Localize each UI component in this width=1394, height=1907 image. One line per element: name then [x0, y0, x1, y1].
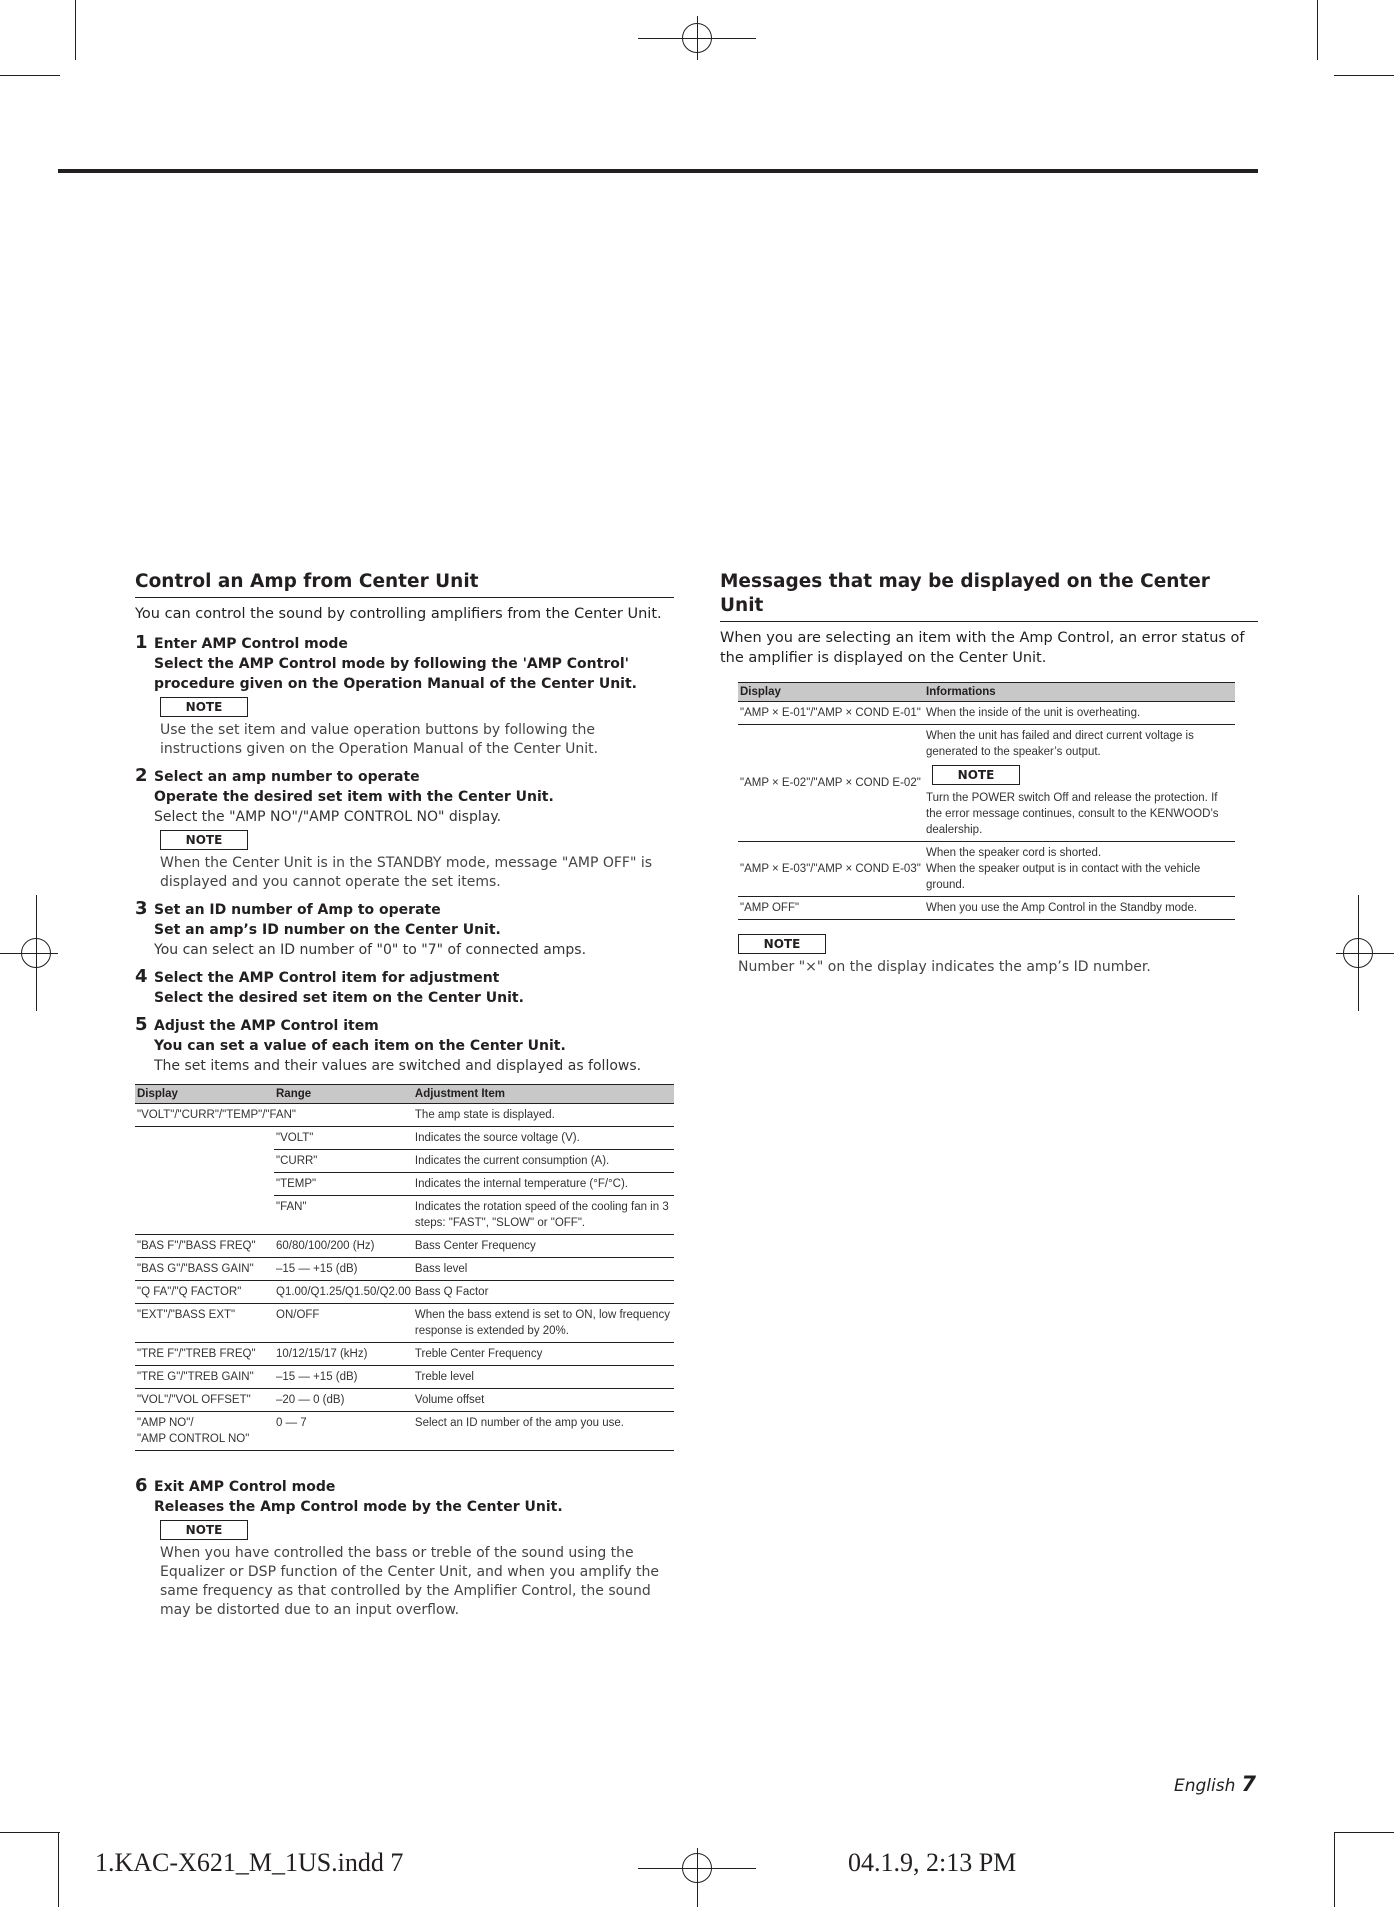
column-header: Informations	[924, 683, 1235, 702]
table-cell: The amp state is displayed.	[413, 1104, 674, 1127]
column-header: Range	[274, 1085, 413, 1104]
print-slug-file: 1.KAC-X621_M_1US.indd 7	[95, 1848, 404, 1877]
registration-circle	[1343, 938, 1373, 968]
cell-line: When the speaker output is in contact with the vehicle ground.	[926, 863, 1201, 891]
step-title: Select an amp number to operate	[154, 769, 420, 785]
step-title: Set an ID number of Amp to operate	[154, 902, 441, 918]
table-cell: Treble Center Frequency	[413, 1343, 674, 1366]
cell-line: "AMP NO"/	[137, 1417, 194, 1429]
table-cell: 60/80/100/200 (Hz)	[274, 1235, 413, 1258]
step-title: Exit AMP Control mode	[154, 1479, 336, 1495]
table-header-row	[738, 683, 1235, 702]
table-row	[135, 1127, 674, 1150]
table-cell: "VOL"/"VOL OFFSET"	[135, 1389, 274, 1412]
print-slug-timestamp: 04.1.9, 2:13 PM	[848, 1848, 1017, 1877]
registration-circle	[682, 23, 712, 53]
table-cell	[135, 1412, 274, 1451]
table-row	[135, 1389, 674, 1412]
crop-mark	[0, 75, 60, 76]
page-number-value: 7	[1241, 1772, 1256, 1796]
table-cell: "EXT"/"BASS EXT"	[135, 1304, 274, 1343]
table-cell: –20 — 0 (dB)	[274, 1389, 413, 1412]
step-1	[135, 634, 674, 759]
table-cell: Indicates the internal temperature (°F/°C).	[413, 1173, 674, 1196]
column-header: Display	[135, 1085, 274, 1104]
table-cell: Indicates the current consumption (A).	[413, 1150, 674, 1173]
table-row	[738, 702, 1235, 725]
step-instruction: Set an amp’s ID number on the Center Unit.	[154, 922, 501, 938]
table-cell: Treble level	[413, 1366, 674, 1389]
table-cell: Bass Q Factor	[413, 1281, 674, 1304]
table-row	[135, 1304, 674, 1343]
step-title: Select the AMP Control item for adjustment	[154, 970, 500, 986]
messages-table	[738, 682, 1235, 920]
step-number: 6	[135, 1475, 148, 1496]
table-cell: "Q FA"/"Q FACTOR"	[135, 1281, 274, 1304]
table-cell: Bass Center Frequency	[413, 1235, 674, 1258]
note-label: NOTE	[932, 765, 1020, 785]
header-rule	[58, 169, 1258, 173]
table-cell: "CURR"	[274, 1150, 413, 1173]
cell-note: Turn the POWER switch Off and release the protection. If the error message continues, consult to the KENWOOD’s dealership.	[926, 792, 1219, 836]
column-header: Display	[738, 683, 924, 702]
step-3	[135, 900, 674, 960]
crop-mark	[1334, 1832, 1394, 1833]
note-label: NOTE	[160, 1520, 248, 1540]
messages-note	[738, 934, 1258, 977]
table-row	[135, 1366, 674, 1389]
step-title: Enter AMP Control mode	[154, 636, 348, 652]
table-cell	[924, 842, 1235, 897]
table-row	[135, 1343, 674, 1366]
step-text: Select the "AMP NO"/"AMP CONTROL NO" display.	[154, 809, 502, 825]
table-cell: Volume offset	[413, 1389, 674, 1412]
table-cell: Q1.00/Q1.25/Q1.50/Q2.00	[274, 1281, 413, 1304]
table-cell: Indicates the rotation speed of the cooling fan in 3 steps: "FAST", "SLOW" or "OFF".	[413, 1196, 674, 1235]
step-number: 3	[135, 898, 148, 919]
table-row	[135, 1412, 674, 1451]
table-row	[135, 1104, 674, 1127]
crop-mark	[0, 1832, 60, 1833]
language-label: English	[1173, 1776, 1236, 1796]
step-number: 2	[135, 765, 148, 786]
table-cell: "TRE G"/"TREB GAIN"	[135, 1366, 274, 1389]
step-4	[135, 968, 674, 1008]
table-cell: Select an ID number of the amp you use.	[413, 1412, 674, 1451]
table-cell: "TRE F"/"TREB FREQ"	[135, 1343, 274, 1366]
right-column	[720, 570, 1258, 977]
step-5	[135, 1016, 674, 1076]
column-header: Adjustment Item	[413, 1085, 674, 1104]
cell-line: "AMP CONTROL NO"	[137, 1433, 250, 1445]
crop-mark	[1334, 75, 1394, 76]
note-text: When you have controlled the bass or treble of the sound using the Equalizer or DSP function of the Center Unit, and when you amplify the same frequency as that controlled by the Amplifier Control, the sound may be distorted due to an input overflow.	[160, 1545, 659, 1618]
cell-line: When the speaker cord is shorted.	[926, 847, 1102, 859]
registration-circle	[21, 938, 51, 968]
table-cell: –15 — +15 (dB)	[274, 1366, 413, 1389]
section-title: Control an Amp from Center Unit	[135, 570, 674, 598]
table-cell: "FAN"	[274, 1196, 413, 1235]
table-row	[738, 897, 1235, 920]
table-cell: "BAS F"/"BASS FREQ"	[135, 1235, 274, 1258]
left-column	[135, 570, 674, 1620]
note-label: NOTE	[160, 697, 248, 717]
table-cell: "VOLT"	[274, 1127, 413, 1150]
step-instruction: Select the desired set item on the Center Unit.	[154, 990, 524, 1006]
table-row	[135, 1258, 674, 1281]
step-instruction: You can set a value of each item on the Center Unit.	[154, 1038, 566, 1054]
table-cell	[924, 725, 1235, 842]
table-cell: –15 — +15 (dB)	[274, 1258, 413, 1281]
table-row	[135, 1235, 674, 1258]
step-number: 1	[135, 632, 148, 653]
step-instruction: Operate the desired set item with the Center Unit.	[154, 789, 554, 805]
crop-mark	[1334, 1832, 1335, 1907]
step-number: 4	[135, 966, 148, 987]
table-header-row	[135, 1085, 674, 1104]
table-cell: "AMP × E-02"/"AMP × COND E-02"	[738, 725, 924, 842]
section-intro: You can control the sound by controlling amplifiers from the Center Unit.	[135, 606, 662, 622]
table-cell: When the inside of the unit is overheating.	[924, 702, 1235, 725]
table-cell: 10/12/15/17 (kHz)	[274, 1343, 413, 1366]
adjustment-table	[135, 1084, 674, 1451]
note-text: Number "×" on the display indicates the amp’s ID number.	[738, 959, 1151, 975]
table-cell: "AMP × E-03"/"AMP × COND E-03"	[738, 842, 924, 897]
table-cell: When you use the Amp Control in the Standby mode.	[924, 897, 1235, 920]
step-instruction: Releases the Amp Control mode by the Center Unit.	[154, 1499, 563, 1515]
table-cell: "TEMP"	[274, 1173, 413, 1196]
table-cell: Bass level	[413, 1258, 674, 1281]
table-cell: "VOLT"/"CURR"/"TEMP"/"FAN"	[135, 1104, 413, 1127]
step-6	[135, 1477, 674, 1620]
note-text: Use the set item and value operation buttons by following the instructions given on the Operation Manual of the Center Unit.	[160, 722, 599, 757]
table-cell: 0 — 7	[274, 1412, 413, 1451]
table-cell: Indicates the source voltage (V).	[413, 1127, 674, 1150]
table-cell: "AMP OFF"	[738, 897, 924, 920]
crop-mark	[58, 1832, 59, 1907]
step-instruction: Select the AMP Control mode by following the 'AMP Control' procedure given on the Operation Manual of the Center Unit.	[154, 656, 637, 692]
table-cell: "AMP × E-01"/"AMP × COND E-01"	[738, 702, 924, 725]
section-title: Messages that may be displayed on the Center Unit	[720, 570, 1258, 622]
table-cell	[135, 1127, 274, 1235]
step-text: The set items and their values are switched and displayed as follows.	[154, 1058, 642, 1074]
table-row	[135, 1281, 674, 1304]
note-label: NOTE	[738, 934, 826, 954]
crop-mark	[75, 0, 76, 60]
crop-mark	[1317, 0, 1318, 60]
table-row	[738, 725, 1235, 842]
table-cell: ON/OFF	[274, 1304, 413, 1343]
note-text: When the Center Unit is in the STANDBY mode, message "AMP OFF" is displayed and you cannot operate the set items.	[160, 855, 653, 890]
step-number: 5	[135, 1014, 148, 1035]
table-cell: "BAS G"/"BASS GAIN"	[135, 1258, 274, 1281]
cell-line: When the unit has failed and direct current voltage is generated to the speaker’s output.	[926, 730, 1194, 758]
note-label: NOTE	[160, 830, 248, 850]
step-2	[135, 767, 674, 892]
section-intro: When you are selecting an item with the Amp Control, an error status of the amplifier is displayed on the Center Unit.	[720, 630, 1245, 666]
table-row	[738, 842, 1235, 897]
registration-circle	[682, 1853, 712, 1883]
table-cell: When the bass extend is set to ON, low frequency response is extended by 20%.	[413, 1304, 674, 1343]
page-number	[1174, 1772, 1256, 1796]
step-text: You can select an ID number of "0" to "7" of connected amps.	[154, 942, 587, 958]
step-title: Adjust the AMP Control item	[154, 1018, 379, 1034]
